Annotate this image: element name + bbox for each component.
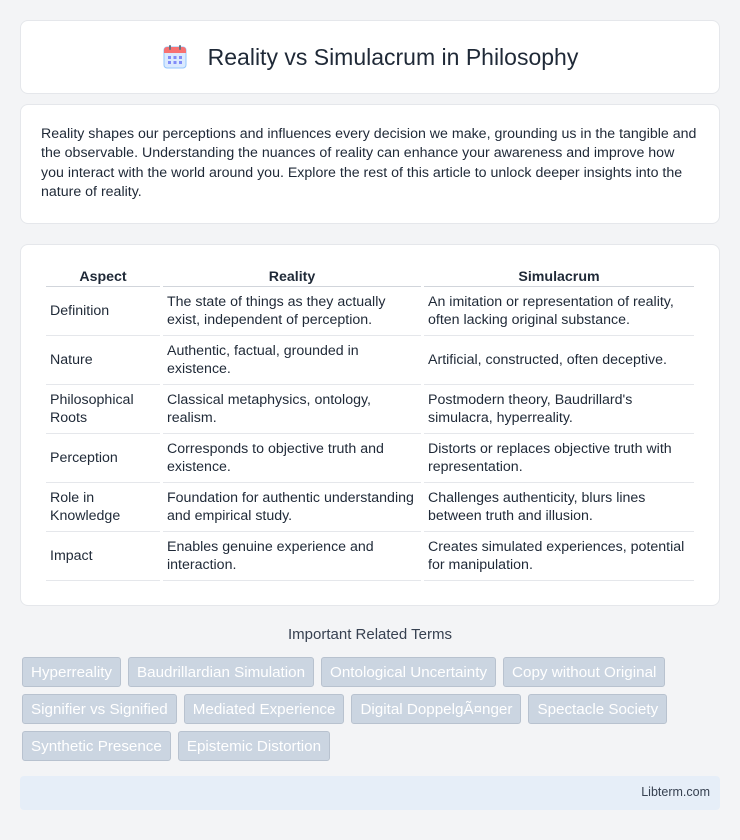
related-term-tag[interactable]: Epistemic Distortion: [178, 731, 330, 761]
related-term-tag[interactable]: Spectacle Society: [528, 694, 667, 724]
cell-reality: Foundation for authentic understanding and empirical study.: [163, 483, 421, 532]
cell-aspect: Role in Knowledge: [46, 483, 160, 532]
cell-simulacrum: Challenges authenticity, blurs lines between truth and illusion.: [424, 483, 694, 532]
intro-text: Reality shapes our perceptions and influences every decision we make, grounding us in the tangible and the observable. Understanding the nuances of reality can enhance your awareness and improve how you interact with the world around you. Explore the rest of this article to unlock deeper insights into the nature of reality.: [41, 126, 697, 201]
related-term-tag[interactable]: Digital DoppelgÃ¤nger: [351, 694, 521, 724]
table-row: [46, 385, 694, 434]
footer: [20, 776, 720, 810]
comparison-table: [43, 265, 697, 581]
header-aspect: Aspect: [46, 265, 160, 287]
cell-reality: Corresponds to objective truth and existence.: [163, 434, 421, 483]
cell-simulacrum: An imitation or representation of reality, often lacking original substance.: [424, 287, 694, 336]
related-term-tag[interactable]: Hyperreality: [22, 657, 121, 687]
page-title: Reality vs Simulacrum in Philosophy: [207, 43, 579, 70]
related-term-tag[interactable]: Ontological Uncertainty: [321, 657, 496, 687]
cell-simulacrum: Postmodern theory, Baudrillard's simulacra, hyperreality.: [424, 385, 694, 434]
header-simulacrum: Simulacrum: [424, 265, 694, 287]
header-card: [20, 20, 720, 94]
related-term-tag[interactable]: Synthetic Presence: [22, 731, 171, 761]
cell-simulacrum: Artificial, constructed, often deceptive.: [424, 336, 694, 385]
related-term-tag[interactable]: Signifier vs Signified: [22, 694, 177, 724]
cell-aspect: Definition: [46, 287, 160, 336]
footer-site-link[interactable]: Libterm.com: [641, 785, 710, 799]
comparison-table-card: [20, 244, 720, 606]
header-reality: Reality: [163, 265, 421, 287]
table-row: [46, 483, 694, 532]
related-terms-title: Important Related Terms: [288, 626, 452, 643]
cell-reality: Classical metaphysics, ontology, realism.: [163, 385, 421, 434]
table-row: [46, 336, 694, 385]
related-term-tag[interactable]: Mediated Experience: [184, 694, 345, 724]
related-term-tag[interactable]: Baudrillardian Simulation: [128, 657, 314, 687]
cell-aspect: Perception: [46, 434, 160, 483]
cell-simulacrum: Creates simulated experiences, potential for manipulation.: [424, 532, 694, 581]
cell-reality: Enables genuine experience and interaction.: [163, 532, 421, 581]
related-term-tag[interactable]: Copy without Original: [503, 657, 665, 687]
table-header-row: [46, 265, 694, 287]
table-row: [46, 532, 694, 581]
cell-aspect: Philosophical Roots: [46, 385, 160, 434]
cell-simulacrum: Distorts or replaces objective truth with representation.: [424, 434, 694, 483]
cell-reality: The state of things as they actually exist, independent of perception.: [163, 287, 421, 336]
cell-reality: Authentic, factual, grounded in existence.: [163, 336, 421, 385]
related-terms-list: [22, 657, 722, 761]
table-row: [46, 287, 694, 336]
table-row: [46, 434, 694, 483]
intro-card: [20, 104, 720, 224]
calendar-grid-icon: [162, 44, 188, 70]
cell-aspect: Impact: [46, 532, 160, 581]
cell-aspect: Nature: [46, 336, 160, 385]
